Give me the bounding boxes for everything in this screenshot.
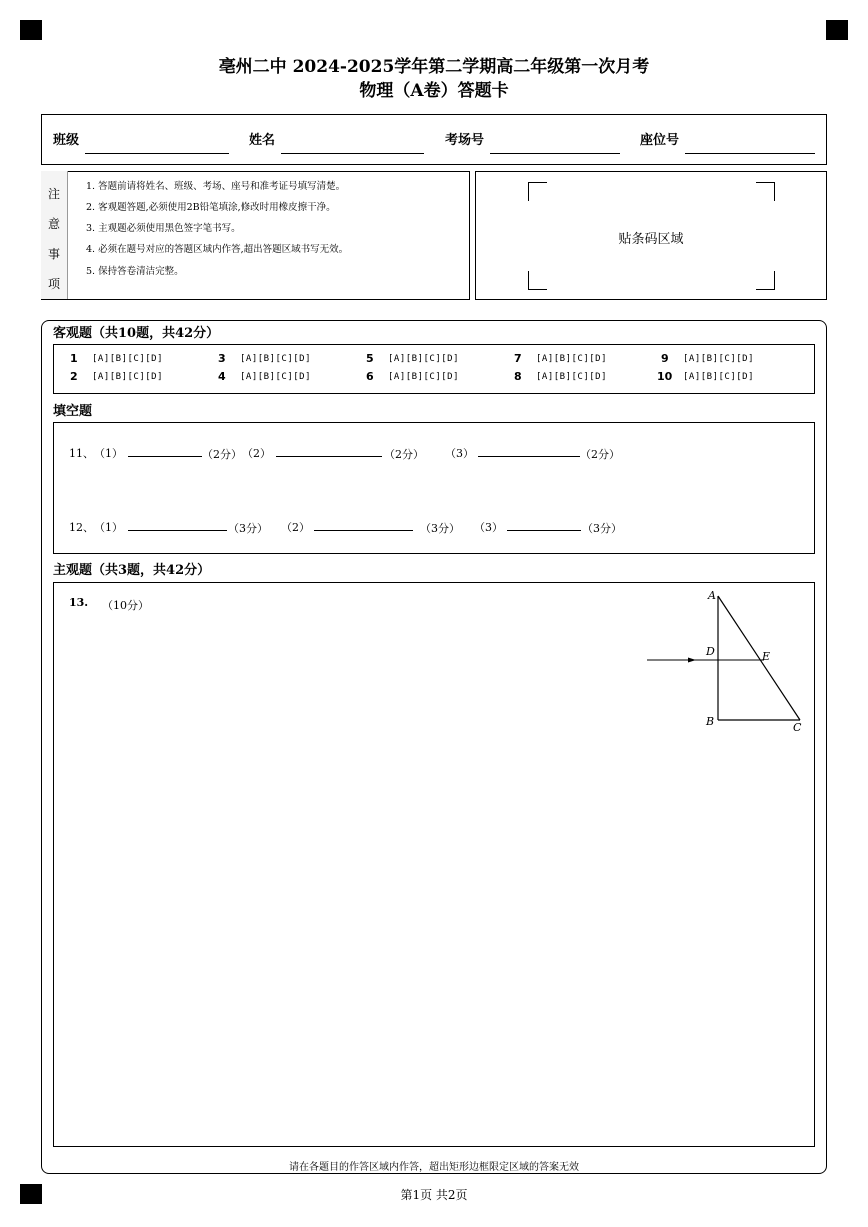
answer-options[interactable]: [A][B][C][D] [240, 354, 312, 364]
q11-part2-blank[interactable] [276, 456, 382, 457]
exam-room-field[interactable] [490, 153, 620, 154]
q12-number: 12、 [69, 521, 94, 534]
question-number: 4 [218, 370, 226, 383]
answer-options[interactable]: [A][B][C][D] [92, 372, 164, 382]
answer-options[interactable]: [A][B][C][D] [536, 372, 608, 382]
answer-options[interactable]: [A][B][C][D] [683, 372, 755, 382]
barcode-corner-bl [528, 271, 547, 290]
q11-part3-label: （3） [445, 447, 474, 460]
q12-part2-score: （3分） [420, 522, 460, 535]
figure-label-d: D [706, 645, 715, 658]
question-number: 9 [661, 352, 669, 365]
figure-label-e: E [762, 650, 771, 663]
answer-options[interactable]: [A][B][C][D] [92, 354, 164, 364]
boundary-warning: 请在各题目的作答区域内作答，超出矩形边框限定区域的答案无效 [289, 1162, 579, 1173]
note-item: 4. 必须在题号对应的答题区域内作答,超出答题区域书写无效。 [86, 244, 349, 255]
note-item: 2. 客观题答题,必须使用2B铅笔填涂,修改时用橡皮擦干净。 [86, 202, 336, 213]
q12-part1-blank[interactable] [128, 530, 227, 531]
question-number: 10 [657, 370, 673, 383]
q12-part1-score: （3分） [228, 522, 268, 535]
question-number: 3 [218, 352, 226, 365]
q12-part3-blank[interactable] [507, 530, 581, 531]
question-number: 1 [70, 352, 78, 365]
class-field[interactable] [85, 153, 229, 154]
answer-options[interactable]: [A][B][C][D] [388, 372, 460, 382]
prism-diagram [640, 586, 812, 738]
note-item: 1. 答题前请将姓名、班级、考场、座号和准考证号填写清楚。 [86, 181, 346, 192]
figure-label-b: B [706, 715, 715, 728]
figure-label-c: C [793, 721, 802, 734]
q11-part1-blank[interactable] [128, 456, 202, 457]
name-field[interactable] [281, 153, 424, 154]
objective-section-title: 客观题（共10题，共42分） [53, 326, 220, 341]
page-subtitle: 物理（A卷）答题卡 [359, 81, 509, 101]
seat-number-field[interactable] [685, 153, 815, 154]
q11-part1-score: （2分） [202, 448, 242, 461]
corner-marker-top-left [20, 20, 42, 40]
q12-part3-score: （3分） [582, 522, 622, 535]
notes-side-label: 注 意 事 项 [41, 171, 68, 299]
seat-number-label: 座位号 [640, 133, 680, 148]
note-item: 3. 主观题必须使用黑色签字笔书写。 [86, 223, 241, 234]
student-info-box [41, 114, 827, 165]
page-title: 亳州二中 2024-2025学年第二学期高二年级第一次月考 [218, 57, 650, 77]
note-item: 5. 保持答卷清洁完整。 [86, 266, 184, 277]
q12-part2-blank[interactable] [314, 530, 413, 531]
question-number: 7 [514, 352, 522, 365]
q12-part3-label: （3） [474, 521, 503, 534]
subjective-section-title: 主观题（共3题，共42分） [53, 563, 211, 578]
class-label: 班级 [53, 133, 80, 148]
q11-part1-label: （1） [94, 447, 123, 460]
fill-section-title: 填空题 [53, 404, 93, 419]
q11-part2-score: （2分） [384, 448, 424, 461]
q11-part2-label: （2） [242, 447, 271, 460]
q13-score: （10分） [102, 599, 149, 612]
answer-options[interactable]: [A][B][C][D] [388, 354, 460, 364]
name-label: 姓名 [249, 133, 276, 148]
q11-part3-score: （2分） [580, 448, 620, 461]
answer-options[interactable]: [A][B][C][D] [683, 354, 755, 364]
q11-number: 11、 [69, 447, 94, 460]
barcode-corner-tr [756, 182, 775, 201]
barcode-corner-br [756, 271, 775, 290]
q11-part3-blank[interactable] [478, 456, 580, 457]
figure-label-a: A [708, 589, 716, 602]
objective-answer-box [53, 344, 815, 394]
question-number: 2 [70, 370, 78, 383]
exam-room-label: 考场号 [445, 133, 485, 148]
answer-options[interactable]: [A][B][C][D] [240, 372, 312, 382]
barcode-box [475, 171, 827, 300]
q12-part1-label: （1） [94, 521, 123, 534]
q13-number: 13. [69, 596, 89, 609]
page-number: 第1页 共2页 [400, 1188, 468, 1202]
answer-options[interactable]: [A][B][C][D] [536, 354, 608, 364]
question-number: 5 [366, 352, 374, 365]
question-number: 6 [366, 370, 374, 383]
corner-marker-top-right [826, 20, 848, 40]
barcode-label: 贴条码区域 [618, 232, 684, 247]
question-number: 8 [514, 370, 522, 383]
barcode-corner-tl [528, 182, 547, 201]
q12-part2-label: （2） [281, 521, 310, 534]
